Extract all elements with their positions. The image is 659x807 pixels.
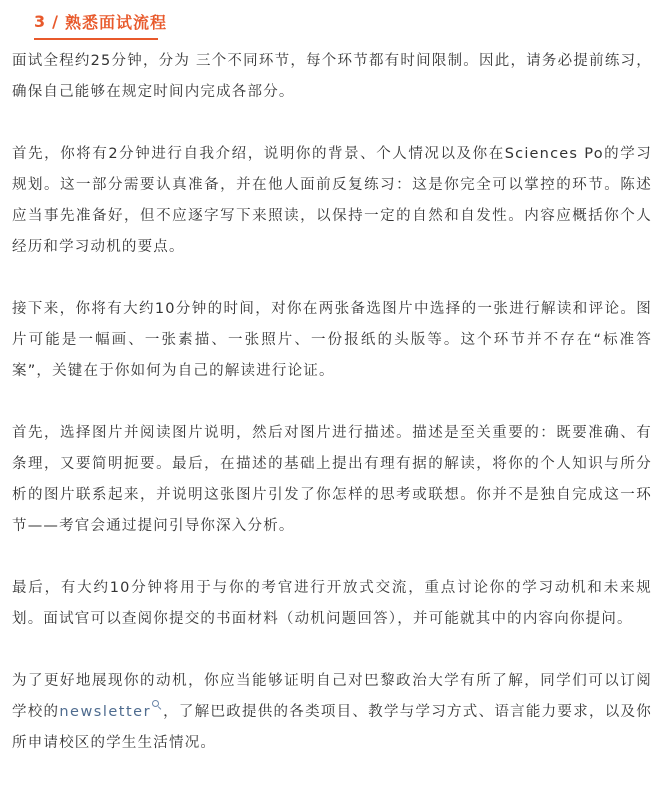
article-body: [12, 46, 652, 790]
section-title: 熟悉面试流程: [64, 12, 167, 32]
paragraph-self-introduction: 首先，你将有2分钟进行自我介绍，说明你的背景、个人情况以及你在Sciences Po的学习规划。这一部分需要认真准备，并在他人面前反复练习：这是你完全可以掌控的环节。陈述应当事先准备好，但不应逐字写下来照读，以保持一定的自然和自发性。内容应概括你个人经历和学习动机的要点。: [12, 146, 652, 255]
paragraph-overview: 面试全程约25分钟，分为 三个不同环节，每个环节都有时间限制。因此，请务必提前练习，确保自己能够在规定时间内完成各部分。: [12, 53, 652, 100]
motivation-text-before: 为了更好地展现你的动机，你应当能够证明自己对巴黎政治大学有所了解，同学们可以订阅学校的: [12, 673, 652, 720]
motivation-text-after: ，了解巴政提供的各类项目、教学与学习方式、语言能力要求，以及你所申请校区的学生生活情况。: [12, 704, 652, 751]
paragraph-image-analysis: 首先，选择图片并阅读图片说明，然后对图片进行描述。描述是至关重要的：既要准确、有条理，又要简明扼要。最后，在描述的基础上提出有理有据的解读，将你的个人知识与所分析的图片联系起来，并说明这张图片引发了你怎样的思考或联想。你并不是独自完成这一环节——考官会通过提问引导你深入分析。: [12, 425, 652, 534]
heading-underline: [34, 38, 158, 40]
paragraph-open-discussion: 最后，有大约10分钟将用于与你的考官进行开放式交流，重点讨论你的学习动机和未来规划。面试官可以查阅你提交的书面材料（动机问题回答），并可能就其中的内容向你提问。: [12, 580, 652, 627]
section-number: 3: [34, 11, 47, 31]
section-separator: /: [52, 11, 59, 31]
search-icon[interactable]: [152, 700, 161, 709]
paragraph-image-commentary: 接下来，你将有大约10分钟的时间，对你在两张备选图片中选择的一张进行解读和评论。图片可能是一幅画、一张素描、一张照片、一份报纸的头版等。这个环节并不存在“标准答案”，关键在于你如何为自己的解读进行论证。: [12, 301, 652, 379]
newsletter-link[interactable]: newsletter: [59, 704, 152, 720]
paragraph-motivation: [12, 666, 652, 759]
section-heading: [34, 6, 167, 36]
